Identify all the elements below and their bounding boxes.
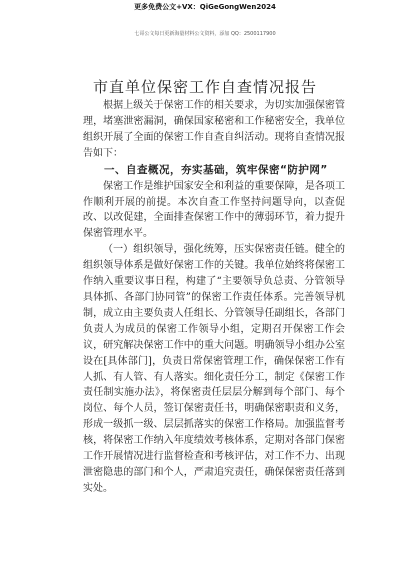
body-paragraph: （一）组织领导，强化统筹，压实保密责任链。健全的组织领导体系是做好保密工作的关键。我单位始终将保密工作纳入重要议事日程，构建了“主要领导负总责、分管领导具体抓、各部门协同管”的保密工作责任体系。完善领导机制，成立由主要负责人任组长、分管领导任副组长，各部门负责人为成员的保密工作领导小组，定期召开保密工作会议，研究解决保密工作中的重大问题。明确领导小组办公室设在[具体部门]，负责日常保密管理工作，确保保密工作有人抓、有人管、有人落实。细化责任分工，制定《保密工作责任制实施办法》，将保密责任层层分解到每个部门、每个岗位、每个人员，签订保密责任书，明确保密职责和义务，形成一级抓一级、层层抓落实的保密工作格局。加强监督考核，将保密工作纳入年度绩效考核体系，定期对各部门保密工作开展情况进行监督检查和考核评估，对工作不力、出现泄密隐患的部门和个人，严肃追究责任，确保保密责任落到实处。 bbox=[83, 244, 345, 494]
promo-banner: 更多免费公文+VX：QiGeGongWen2024 bbox=[134, 3, 276, 11]
document-title: 市直单位保密工作自查情况报告 bbox=[92, 78, 317, 96]
document-body bbox=[83, 98, 345, 497]
intro-paragraph: 根据上级关于保密工作的相关要求，为切实加强保密管理，堵塞泄密漏洞，确保国家秘密和工作秘密安全，我单位组织开展了全面的保密工作自查自纠活动。现将自查情况报告如下： bbox=[83, 100, 345, 159]
body-paragraph: 保密工作是维护国家安全和利益的重要保障，是各项工作顺利开展的前提。本次自查工作坚持问题导向，以查促改、以改促建，全面排查保密工作中的薄弱环节，着力提升保密管理水平。 bbox=[83, 180, 345, 240]
promo-sub-banner: 七哥公文每日更新海量材料公文资料，添加 QQ：2500117900 bbox=[134, 31, 276, 37]
section-heading: 一、自查概况，夯实基础，筑牢保密“防护网” bbox=[104, 163, 328, 176]
